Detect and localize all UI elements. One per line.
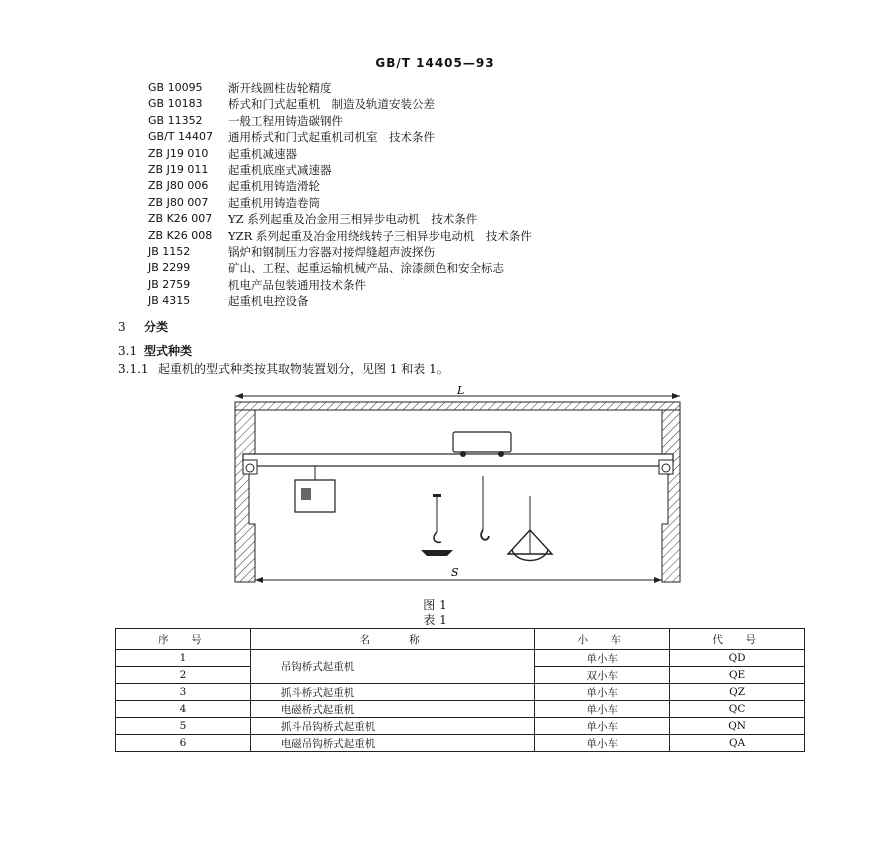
cell-name: 电磁桥式起重机 [250,701,535,718]
reference-item [148,228,532,244]
paragraph-text: 起重机的型式种类按其取物装置划分，见图 1 和表 1。 [158,362,449,376]
reference-code: ZB J19 011 [148,163,209,177]
reference-title: 桥式和门式起重机 制造及轨道安装公差 [228,97,435,112]
reference-title: 起重机电控设备 [228,294,309,309]
section-number: 3 [118,320,126,334]
trolley [453,432,511,452]
reference-code: GB 10095 [148,81,203,94]
reference-code: GB/T 14407 [148,130,213,144]
ceiling-structure [235,402,680,410]
cell-name: 抓斗吊钩桥式起重机 [250,718,535,735]
reference-title: 通用桥式和门式起重机司机室 技术条件 [228,130,435,145]
label-l: L [457,384,465,397]
section-3-heading [118,318,168,335]
reference-item [148,80,532,96]
crane-type-table [115,628,805,752]
cell-no: 4 [116,701,251,718]
cell-code: QE [670,667,805,684]
cell-trolley: 单小车 [535,701,670,718]
reference-item [148,244,532,260]
paragraph-number: 3.1.1 [118,362,149,376]
header-name: 名 称 [250,629,535,650]
reference-code: ZB K26 007 [148,212,213,226]
reference-list [148,80,532,310]
figure-caption: 图 1 [423,598,447,612]
cell-no: 1 [116,650,251,667]
reference-code: JB 2759 [148,277,191,291]
reference-item [148,178,532,194]
cell-trolley: 单小车 [535,718,670,735]
reference-item [148,162,532,178]
cell-name: 抓斗桥式起重机 [250,684,535,701]
cell-code: QA [670,735,805,752]
crane-figure [225,384,705,598]
section-title: 型式种类 [144,344,193,358]
right-wall [662,410,680,582]
reference-title: YZR 系列起重及冶金用绕线转子三相异步电动机 技术条件 [228,228,532,243]
reference-item [148,146,532,162]
paragraph-3-1-1 [118,360,449,377]
section-3-1-heading [118,342,192,359]
cell-no: 2 [116,667,251,684]
reference-title: 起重机用铸造滑轮 [228,179,320,194]
reference-code: ZB K26 008 [148,228,213,242]
section-title: 分类 [144,320,169,334]
cell-no: 3 [116,684,251,701]
table-row [116,735,805,752]
reference-code: JB 4315 [148,294,191,308]
table-row [116,718,805,735]
reference-item [148,113,532,129]
cell-trolley: 单小车 [535,735,670,752]
cell-code: QZ [670,684,805,701]
cell-trolley: 双小车 [535,667,670,684]
header-no: 序 号 [116,629,251,650]
header-code: 代 号 [670,629,805,650]
reference-title: 矿山、工程、起重运输机械产品、涂漆颜色和安全标志 [228,261,504,276]
header-trolley: 小 车 [535,629,670,650]
cell-no: 5 [116,718,251,735]
hook-icon [434,532,441,542]
table-caption: 表 1 [423,613,447,627]
reference-title: 锅炉和钢制压力容器对接焊缝超声波探伤 [228,245,435,260]
reference-item [148,260,532,276]
reference-title: 渐开线圆柱齿轮精度 [228,81,332,95]
left-wall [235,410,255,582]
reference-code: ZB J80 007 [148,195,209,209]
cell-code: QN [670,718,805,735]
table-row [116,650,805,667]
reference-title: 起重机底座式减速器 [228,163,332,178]
reference-title: YZ 系列起重及冶金用三相异步电动机 技术条件 [228,212,478,227]
reference-item [148,129,532,145]
reference-item [148,277,532,293]
reference-code: JB 2299 [148,261,191,275]
table-row [116,684,805,701]
magnet-icon [421,550,453,556]
reference-code: ZB J19 010 [148,146,209,160]
reference-item [148,96,532,112]
reference-item [148,211,532,227]
cell-code: QC [670,701,805,718]
reference-item [148,195,532,211]
section-number: 3.1 [118,344,138,358]
page-header: GB/T 14405—93 [375,56,495,70]
reference-item [148,293,532,309]
reference-code: GB 11352 [148,113,203,127]
table-header-row [116,629,805,650]
hook-icon [481,530,489,540]
reference-title: 一般工程用铸造碳钢件 [228,113,343,128]
reference-title: 起重机用铸造卷筒 [228,195,320,210]
reference-code: GB 10183 [148,97,203,111]
reference-code: ZB J80 006 [148,179,209,193]
reference-title: 机电产品包装通用技术条件 [228,277,366,292]
table-row [116,701,805,718]
bridge-girder [243,454,673,466]
reference-code: JB 1152 [148,245,191,259]
reference-title: 起重机减速器 [228,146,297,161]
cell-no: 6 [116,735,251,752]
cell-trolley: 单小车 [535,684,670,701]
cell-code: QD [670,650,805,667]
label-s: S [451,566,459,579]
cell-name: 电磁吊钩桥式起重机 [250,735,535,752]
cell-name: 吊钩桥式起重机 [250,650,535,684]
cell-trolley: 单小车 [535,650,670,667]
